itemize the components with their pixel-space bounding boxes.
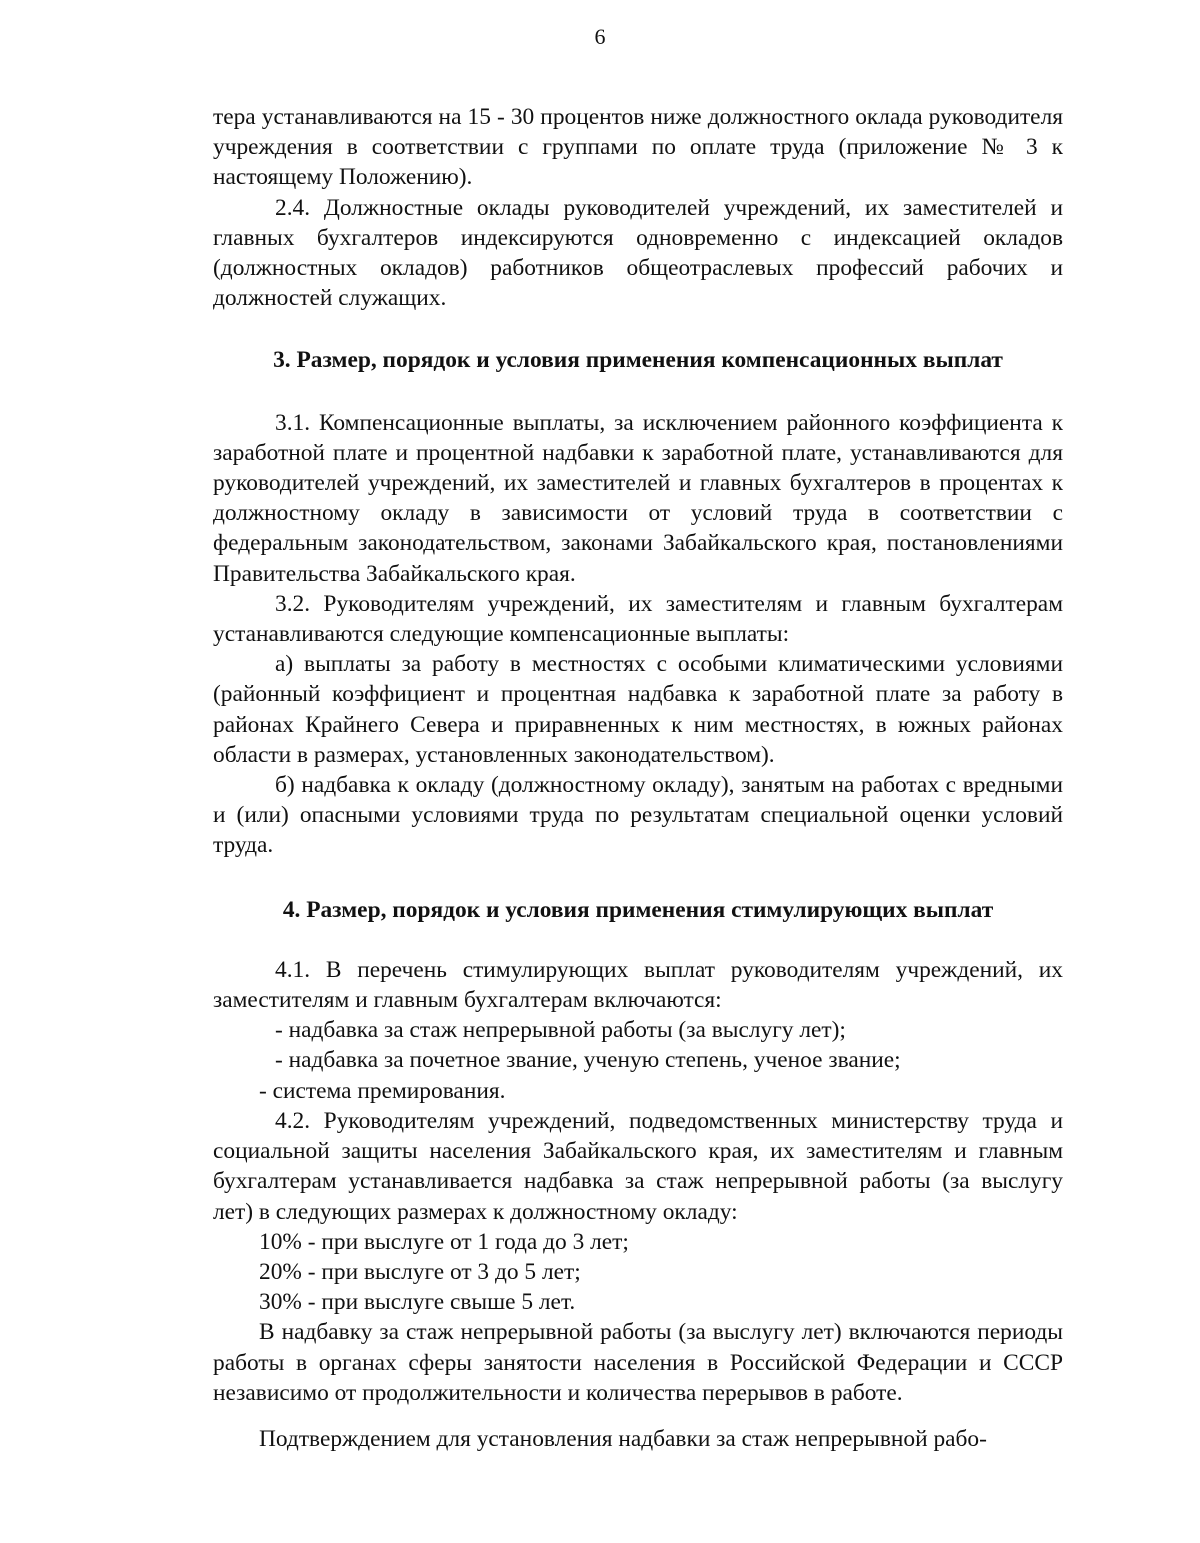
paragraph-seniority-periods: В надбавку за стаж непрерывной работы (за выслугу лет) включаются периоды работы в органах сферы занятости населения в Российской Федерации и СССР независимо от продолжительности и количества перерывов в работе. (213, 1319, 1063, 1406)
paragraph-3-1: 3.1. Компенсационные выплаты, за исключением районного коэффициента к заработной плате и процентной надбавки к заработной плате, устанавливаются для руководителей учреждений, их заместителей и главных бухгалтеров в процентах к должностному окладу в зависимости от условий труда в соответствии с федеральным законодательством, законами Забайкальского края, постановлениями Правительства Забайкальского края. (213, 409, 1063, 587)
list-item-bonus-system: - система премирования. (259, 1077, 506, 1104)
paragraph-3-2-a: а) выплаты за работу в местностях с особыми климатическими условиями (районный коэффициент и процентная надбавка к заработной плате за работу в районах Крайнего Севера и приравненных к ним местностях, в южных районах области в размерах, установленных законодательством). (213, 651, 1063, 768)
paragraph-3-2-b: б) надбавка к окладу (должностному окладу), занятым на работах с вредными и (или) опасными условиями труда по результатам специальной оценки условий труда. (213, 772, 1063, 859)
rate-10-percent: 10% - при выслуге от 1 года до 3 лет; (259, 1228, 629, 1255)
paragraph-continuation: тера устанавливаются на 15 - 30 процентов ниже должностного оклада руководителя учреждения в соответствии с группами по оплате труда (приложение № 3 к настоящему Положению). (213, 104, 1063, 191)
paragraph-2-4: 2.4. Должностные оклады руководителей учреждений, их заместителей и главных бухгалтеров индексируются одновременно с индексацией окладов (должностных окладов) работников общеотраслевых профессий рабочих и должностей служащих. (213, 194, 1063, 312)
list-item-seniority: - надбавка за стаж непрерывной работы (за выслугу лет); (275, 1017, 846, 1044)
paragraph-3-2: 3.2. Руководителям учреждений, их заместителям и главным бухгалтерам устанавливаются следующие компенсационные выплаты: (213, 590, 1063, 648)
section-3-heading: 3. Размер, порядок и условия применения компенсационных выплат (273, 347, 1003, 374)
page-number: 6 (594, 24, 606, 49)
paragraph-4-1: 4.1. В перечень стимулирующих выплат руководителям учреждений, их заместителям и главным бухгалтерам включаются: (213, 956, 1063, 1014)
document-body (213, 102, 1063, 1454)
paragraph-confirmation: Подтверждением для установления надбавки за стаж непрерывной рабо- (259, 1425, 987, 1452)
paragraph-4-2: 4.2. Руководителям учреждений, подведомственных министерству труда и социальной защиты населения Забайкальского края, их заместителям и главным бухгалтерам устанавливается надбавка за стаж непрерывной работы (за выслугу лет) в следующих размерах к должностному окладу: (213, 1107, 1063, 1225)
list-item-honorary-title: - надбавка за почетное звание, ученую степень, ученое звание; (275, 1047, 901, 1074)
rate-20-percent: 20% - при выслуге от 3 до 5 лет; (259, 1258, 581, 1285)
section-4-heading: 4. Размер, порядок и условия применения стимулирующих выплат (282, 896, 994, 923)
rate-30-percent: 30% - при выслуге свыше 5 лет. (259, 1289, 576, 1316)
